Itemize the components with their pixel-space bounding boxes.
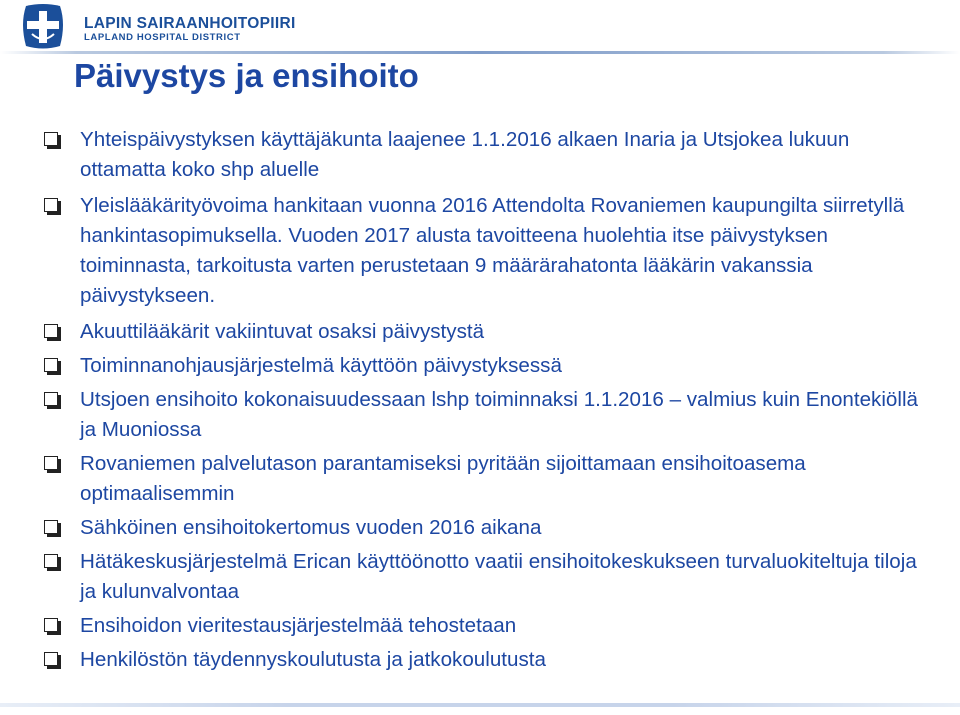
footer-divider — [0, 703, 960, 707]
checkbox-bullet-icon — [44, 554, 58, 568]
list-item-text: Toiminnanohjausjärjestelmä käyttöön päivystyksessä — [80, 354, 562, 377]
list-item-text: Akuuttilääkärit vakiintuvat osaksi päivystystä — [80, 320, 485, 343]
org-name: LAPIN SAIRAANHOITOPIIRI — [84, 15, 296, 32]
list-item — [44, 547, 924, 607]
page-title: Päivystys ja ensihoito — [74, 57, 419, 94]
list-item-text: Hätäkeskusjärjestelmä Erican käyttöönotto vaatii ensihoitokeskukseen turvaluokiteltuja tiloja ja kulunvalvontaa — [80, 550, 917, 603]
checkbox-bullet-icon — [44, 392, 58, 406]
list-item — [44, 449, 924, 509]
checkbox-bullet-icon — [44, 132, 58, 146]
checkbox-bullet-icon — [44, 652, 58, 666]
checkbox-bullet-icon — [44, 456, 58, 470]
list-item — [44, 351, 924, 381]
list-item — [44, 611, 924, 641]
checkbox-bullet-icon — [44, 520, 58, 534]
list-item — [44, 191, 924, 311]
hospital-district-logo — [18, 4, 318, 52]
list-item — [44, 125, 924, 185]
list-item-text: Sähköinen ensihoitokertomus vuoden 2016 aikana — [80, 516, 542, 539]
list-item-text: Ensihoidon vieritestausjärjestelmää tehostetaan — [80, 614, 517, 637]
list-item — [44, 317, 924, 347]
checkbox-bullet-icon — [44, 618, 58, 632]
list-item — [44, 385, 924, 445]
list-item-text: Rovaniemen palvelutason parantamiseksi pyritään sijoittamaan ensihoitoasema optimaalisemmin — [80, 452, 806, 505]
checkbox-bullet-icon — [44, 324, 58, 338]
checkbox-bullet-icon — [44, 358, 58, 372]
list-item — [44, 645, 924, 675]
cross-emblem-icon — [18, 4, 68, 50]
org-subtitle: LAPLAND HOSPITAL DISTRICT — [84, 32, 241, 43]
list-item — [44, 513, 924, 543]
list-item-text: Henkilöstön täydennyskoulutusta ja jatkokoulutusta — [80, 648, 546, 671]
list-item-text: Yhteispäivystyksen käyttäjäkunta laajenee 1.1.2016 alkaen Inaria ja Utsjokea lukuun ottamatta koko shp aluelle — [80, 128, 850, 181]
bullet-list — [44, 125, 924, 675]
list-item-text: Utsjoen ensihoito kokonaisuudessaan lshp toiminnaksi 1.1.2016 – valmius kuin Enontekiöllä ja Muoniossa — [80, 388, 918, 441]
list-item-text: Yleislääkärityövoima hankitaan vuonna 2016 Attendolta Rovaniemen kaupungilta siirretyllä hankintasopimuksella. Vuoden 2017 alusta tavoitteena huolehtia itse päivystyksen toiminnasta, tarkoitusta varten perustetaan 9 määrärahatonta lääkärin vakanssia päivystykseen. — [80, 194, 905, 307]
checkbox-bullet-icon — [44, 198, 58, 212]
header-divider — [0, 51, 960, 54]
